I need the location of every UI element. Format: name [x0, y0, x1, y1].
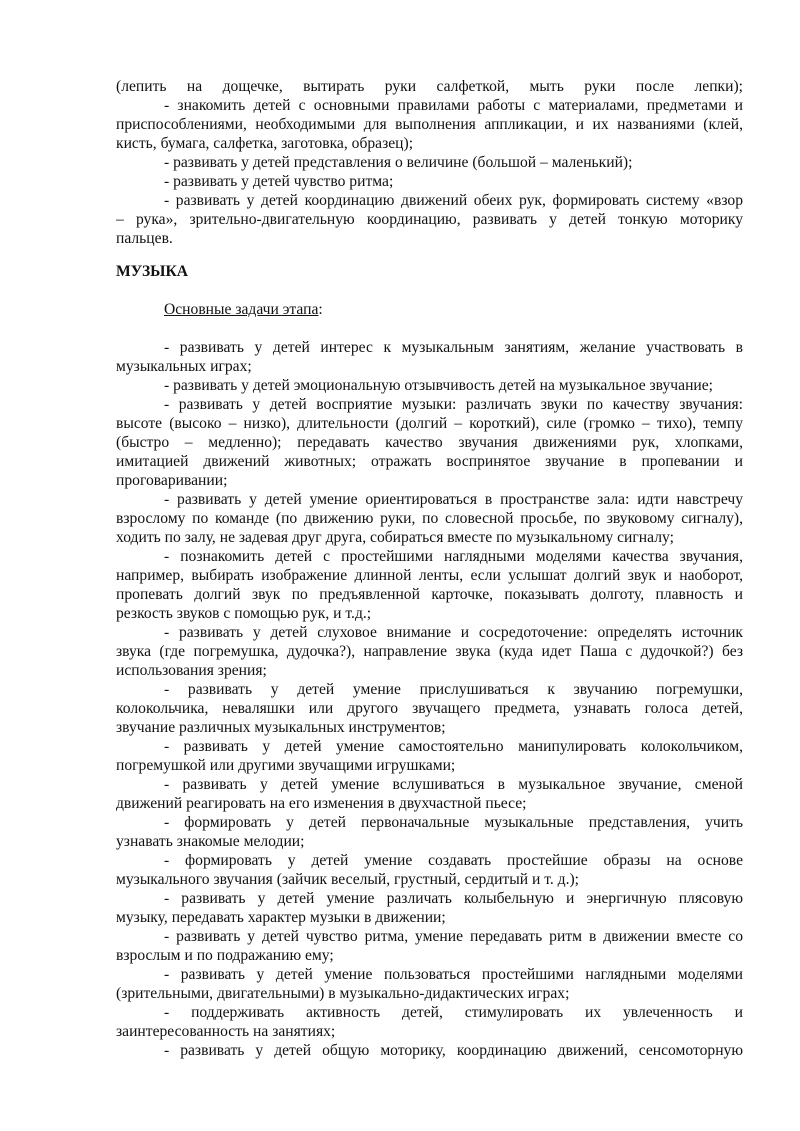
text-line: - развивать у детей чувство ритма;	[164, 173, 394, 190]
text-line: - развивать у детей общую моторику, координацию движений, сенсомоторную	[164, 1042, 743, 1059]
text-line: взрослому по команде (по движению руки, по словесной просьбе, по звуковому сигналу),	[116, 510, 743, 527]
text-line: - формировать у детей первоначальные музыкальные представления, учить	[164, 814, 743, 831]
text-line: - развивать у детей умение пользоваться простейшими наглядными моделями	[164, 966, 743, 983]
text-line: - развивать у детей восприятие музыки: различать звуки по качеству звучания:	[164, 396, 743, 413]
text-line: использования зрения;	[116, 662, 267, 679]
text-line: музыкальных играх;	[116, 358, 252, 375]
text-line: (быстро – медленно); передавать качество звучания движениями рук, хлопками,	[116, 434, 743, 451]
text-line: - развивать у детей эмоциональную отзывчивость детей на музыкальное звучание;	[164, 377, 714, 394]
text-line: - развивать у детей умение прислушиваться к звучанию погремушки,	[164, 681, 743, 698]
text-line: - развивать у детей координацию движений обеих рук, формировать систему «взор	[164, 192, 743, 209]
text-line: ходить по залу, не задевая друг друга, собираться вместе по музыкальному сигналу;	[116, 529, 674, 546]
text-line: - развивать у детей умение вслушиваться в музыкальное звучание, сменой	[164, 776, 743, 793]
text-line: - развивать у детей чувство ритма, умение передавать ритм в движении вместе со	[164, 928, 743, 945]
text-line: кисть, бумага, салфетка, заготовка, образец);	[116, 135, 414, 152]
subheading-text: Основные задачи этапа	[164, 301, 319, 318]
text-line: музыку, передавать характер музыки в движении;	[116, 909, 446, 926]
text-line: - познакомить детей с простейшими наглядными моделями качества звучания,	[164, 548, 743, 565]
section-heading: МУЗЫКА	[116, 263, 189, 280]
text-line: приспособлениями, необходимыми для выполнения аппликации, и их названиями (клей,	[116, 116, 743, 133]
text-line: погремушкой или другими звучащими игрушками;	[116, 757, 456, 774]
text-line: - развивать у детей умение ориентироваться в пространстве зала: идти навстречу	[164, 491, 743, 508]
subheading-colon: :	[318, 301, 323, 318]
text-line: (лепить на дощечке, вытирать руки салфеткой, мыть руки после лепки);	[116, 78, 743, 95]
text-line: например, выбирать изображение длинной ленты, если услышат долгий звук и наоборот,	[116, 567, 743, 584]
text-line: взрослым и по подражанию ему;	[116, 947, 334, 964]
text-line: узнавать знакомые мелодии;	[116, 833, 305, 850]
text-line: резкость звуков с помощью рук, и т.д.;	[116, 605, 372, 622]
text-line: - развивать у детей представления о величине (большой – маленький);	[164, 154, 633, 171]
text-line: звука (где погремушка, дудочка?), направление звука (куда идет Паша с дудочкой?) без	[116, 643, 743, 660]
text-line: – рука», зрительно-двигательную координацию, развивать у детей тонкую моторику	[116, 211, 743, 228]
text-line: высоте (высоко – низко), длительности (долгий – короткий), силе (громко – тихо), темпу	[116, 415, 743, 432]
text-line: - развивать у детей интерес к музыкальным занятиям, желание участвовать в	[164, 339, 743, 356]
text-line: звучание различных музыкальных инструментов;	[116, 719, 446, 736]
text-line: движений реагировать на его изменения в двухчастной пьесе;	[116, 795, 527, 812]
text-line: (зрительными, двигательными) в музыкально-дидактических играх;	[116, 985, 570, 1002]
text-line: имитацией движений животных; отражать воспринятое звучание в пропевании и	[116, 453, 743, 470]
subheading	[164, 300, 323, 319]
text-line: проговаривании;	[116, 472, 228, 489]
text-line: - развивать у детей умение самостоятельно манипулировать колокольчиком,	[164, 738, 743, 755]
text-line: - развивать у детей слуховое внимание и сосредоточение: определять источник	[164, 624, 743, 641]
text-line: музыкального звучания (зайчик веселый, грустный, сердитый и т. д.);	[116, 871, 580, 888]
text-line: пальцев.	[116, 230, 173, 247]
text-line: пропевать долгий звук по предъявленной карточке, показывать долготу, плавность и	[116, 586, 743, 603]
text-line: заинтересованность на занятиях;	[116, 1023, 336, 1040]
text-line: колокольчика, неваляшки или другого звучащего предмета, узнавать голоса детей,	[116, 700, 743, 717]
text-line: - развивать у детей умение различать колыбельную и энергичную плясовую	[164, 890, 743, 907]
text-line: - поддерживать активность детей, стимулировать их увлеченность и	[164, 1004, 743, 1021]
text-line: - формировать у детей умение создавать простейшие образы на основе	[164, 852, 743, 869]
text-line: - знакомить детей с основными правилами работы с материалами, предметами и	[164, 97, 743, 114]
